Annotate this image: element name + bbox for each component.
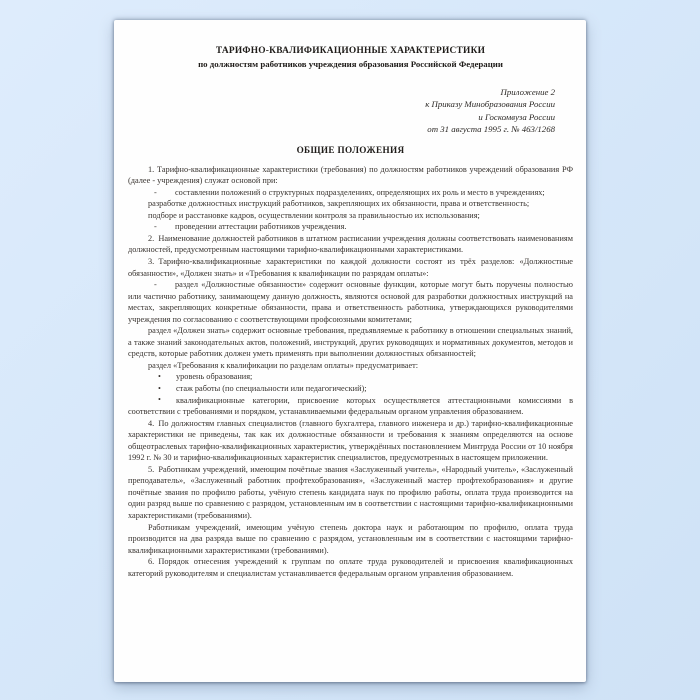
document-body — [128, 164, 573, 580]
paragraph-text: стаж работы (по специальности или педагогический); — [176, 384, 367, 394]
paragraph — [128, 164, 573, 187]
paragraph-text: раздел «Должен знать» содержит основные требования, предъявляемые к работнику в отношении специальных знаний, а также знаний законодательных актов, положений, инструкций, других руководящих и нормативных документов, методов и средств, которые работник должен уметь применять при выполнении должностных обязанностей; — [128, 326, 573, 359]
paragraph — [128, 279, 573, 325]
paragraph — [128, 360, 573, 372]
paragraph — [128, 371, 573, 383]
document-subtitle: по должностям работников учреждения образования Российской Федерации — [198, 59, 503, 69]
paragraph — [128, 522, 573, 557]
paragraph-text: подборе и расстановке кадров, осуществлении контроля за правильностью их использования; — [148, 210, 480, 220]
list-marker: • — [158, 395, 161, 405]
paragraph — [128, 198, 573, 210]
annex-line: к Приказу Минобразования России — [425, 99, 555, 110]
document-title: ТАРИФНО-КВАЛИФИКАЦИОННЫЕ ХАРАКТЕРИСТИКИ — [215, 46, 486, 56]
paragraph-text: раздел «Должностные обязанности» содержит основные функции, которые могут быть поручены полностью или частично работнику, занимающему данную должность, являются основой для разработки должностных инструкций на местах, закрепляющих конкретные обязанности, права и ответственность работника, утверждающихся руководителями учреждения по согласованию с соответствующими профсоюзными комитетами; — [128, 280, 573, 324]
paragraph-text: 6. Порядок отнесения учреждений к группам по оплате труда руководителей и присвоения квалификационных категорий руководителям и специалистам устанавливается федеральным органом управления образованием. — [128, 557, 573, 578]
paragraph-text: 2. Наименование должностей работников в штатном расписании учреждения должны соответствовать наименованиям должностей, предусмотренным настоящими тарифно-квалификационными характеристиками. — [128, 233, 573, 255]
list-marker: - — [154, 222, 157, 232]
paragraph-text: составлении положений о структурных подразделениях, определяющих их роль и место в учреждениях; — [175, 187, 545, 197]
paragraph — [128, 210, 573, 222]
paragraph-text: раздел «Требования к квалификации по разделам оплаты» предусматривает: — [148, 360, 419, 370]
paragraph — [128, 464, 573, 522]
paragraph — [128, 395, 573, 418]
paragraph-text: Работникам учреждений, имеющим учёную степень доктора наук и работающим по профилю, оплата труда производится на два разряда выше по сравнению с разрядом, установленным им в соответствии с настоящими тарифно-квалификационными характеристиками (требованиями). — [128, 522, 573, 555]
list-marker: • — [158, 383, 161, 393]
annex-line: от 31 августа 1995 г. № 463/1268 — [427, 124, 555, 135]
paragraph-text: проведении аттестации работников учреждения. — [175, 222, 347, 232]
paragraph — [128, 221, 573, 233]
paragraph-text: 4. По должностям главных специалистов (главного бухгалтера, главного инженера и др.) тарифно-квалификационные характеристики не приведены, так как их должностные обязанности и требования к знаниям определяются на основе общеотраслевых тарифно-квалификационных характеристик, утверждённых постановлением Минтруда России от 10 ноября 1992 г. № 30 и тарифно-квалификационных характеристик специалистов, предусмотренных в настоящем приложении. — [128, 418, 573, 463]
paragraph-text: 3. Тарифно-квалификационные характеристики по каждой должности состоят из трёх разделов: «Должностные обязанности», «Должен знать» и «Требования к квалификации по разрядам оплаты»: — [128, 257, 573, 278]
paragraph — [128, 187, 573, 199]
paragraph-text: разработке должностных инструкций работников, закрепляющих их обязанности, права и ответственность; — [148, 199, 530, 209]
list-marker: - — [154, 187, 157, 197]
paragraph — [128, 233, 573, 256]
list-marker: - — [154, 280, 157, 290]
paragraph-text: квалификационные категории, присвоение которых осуществляется аттестационными комиссиями в соответствии с требованиями и порядком, устанавливаемыми федеральным органом управления образованием. — [128, 395, 573, 417]
paragraph — [128, 383, 573, 395]
annex-line: Приложение 2 — [500, 87, 555, 97]
section-header: ОБЩИЕ ПОЛОЖЕНИЯ — [296, 144, 405, 155]
annex-reference-block — [128, 86, 573, 136]
paragraph — [128, 325, 573, 360]
paragraph — [128, 418, 573, 464]
paragraph — [128, 256, 573, 279]
document-page — [114, 20, 586, 682]
paragraph-text: 5. Работникам учреждений, имеющим почётные звания «Заслуженный учитель», «Народный учитель», «Заслуженный преподаватель», «Заслуженный работник профтехобразования», «Заслуженный мастер профтехобразования» и другие почётные звания по профилю работы, учёную степень кандидата наук по профилю работы, оплата труда производится на один разряд выше по сравнению с разрядом, установленным им в соответствии с настоящими тарифно-квалификационными характеристиками (требованиями). — [128, 464, 573, 521]
paragraph-text: уровень образования; — [176, 372, 253, 382]
list-marker: • — [158, 371, 161, 381]
annex-line: и Госкомвуза России — [478, 111, 555, 122]
paragraph — [128, 556, 573, 579]
paragraph-text: 1. Тарифно-квалификационные характеристики (требования) по должностям работников учреждений образования РФ (далее - учреждения) служат основой при: — [128, 164, 573, 186]
